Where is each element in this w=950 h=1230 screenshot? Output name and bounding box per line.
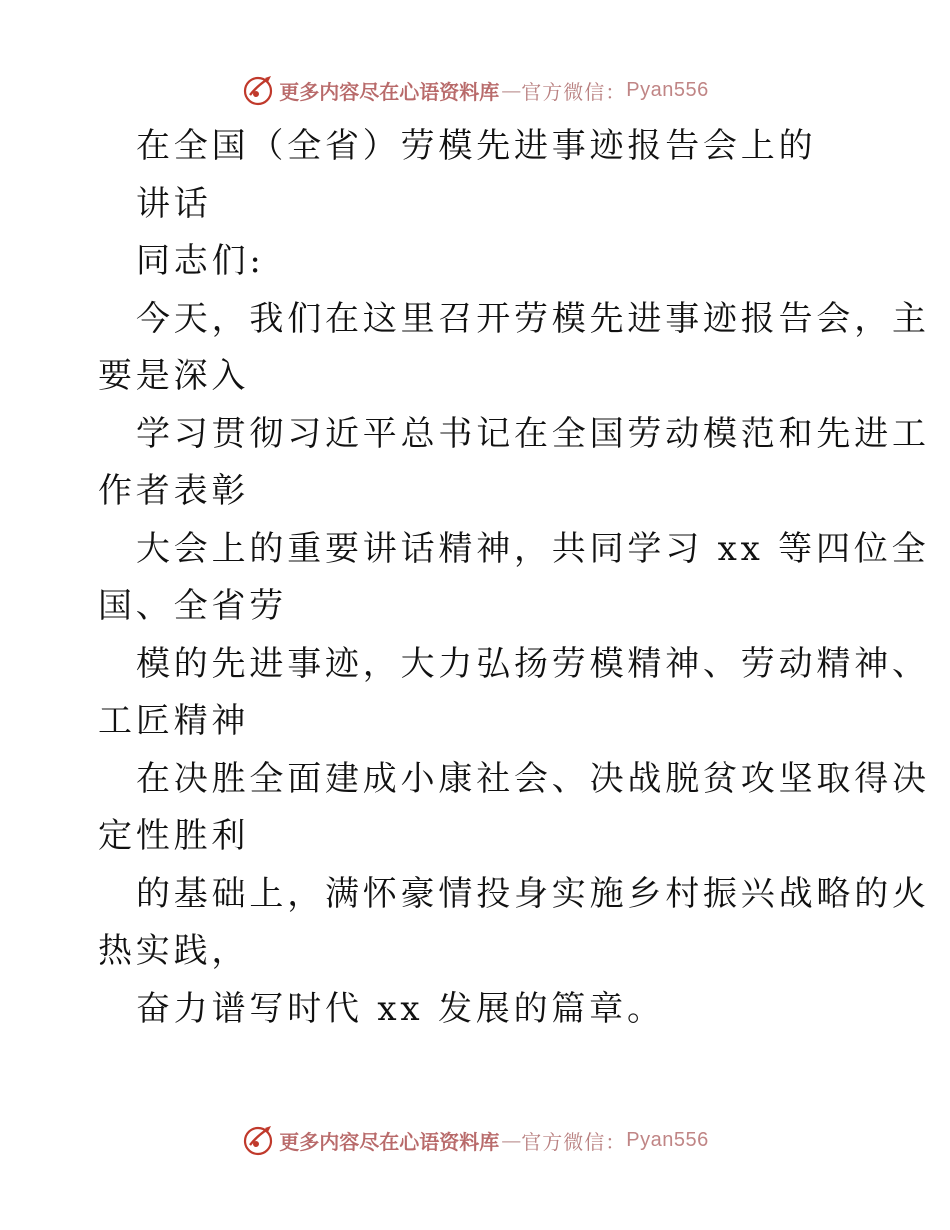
watermark-brand: 更多内容尽在心语资料库 <box>279 79 500 104</box>
pen-logo-icon <box>241 1123 275 1157</box>
doc-paragraph-line: 的基础上，满怀豪情投身实施乡村振兴战略的火 <box>136 873 930 914</box>
doc-paragraph-line: 定性胜利 <box>98 816 250 856</box>
doc-title-line-2: 讲话 <box>136 183 212 224</box>
document-body <box>98 118 930 1038</box>
doc-paragraph-line: 今天，我们在这里召开劳模先进事迹报告会，主 <box>136 298 930 339</box>
watermark-handle: Pyan556 <box>626 78 709 101</box>
watermark-brand: 更多内容尽在心语资料库 <box>279 1129 500 1154</box>
watermark-handle: Pyan556 <box>626 1128 709 1151</box>
doc-paragraph-line: 要是深入 <box>98 356 250 396</box>
doc-title-line-1: 在全国（全省）劳模先进事迹报告会上的 <box>136 126 817 166</box>
doc-paragraph-line: 在决胜全面建成小康社会、决战脱贫攻坚取得决 <box>136 758 930 799</box>
header-watermark <box>0 70 950 110</box>
watermark-label: 官方微信： <box>521 79 627 104</box>
doc-paragraph-line: 奋力谱写时代 xx 发展的篇章。 <box>136 988 665 1029</box>
doc-paragraph-line: 工匠精神 <box>98 701 250 741</box>
doc-paragraph-line: 学习贯彻习近平总书记在全国劳动模范和先进工 <box>136 413 930 454</box>
doc-paragraph-line: 作者表彰 <box>98 471 250 511</box>
doc-paragraph-line: 热实践， <box>98 931 250 971</box>
watermark-dash: — <box>501 1128 520 1152</box>
doc-salutation: 同志们: <box>136 241 265 281</box>
watermark-dash: — <box>501 78 520 102</box>
footer-watermark <box>0 1120 950 1160</box>
doc-paragraph-line: 大会上的重要讲话精神，共同学习 xx 等四位全 <box>136 528 930 569</box>
pen-logo-icon <box>241 73 275 107</box>
doc-paragraph-line: 国、全省劳 <box>98 586 287 626</box>
doc-paragraph-line: 模的先进事迹，大力弘扬劳模精神、劳动精神、 <box>136 643 930 684</box>
watermark-label: 官方微信： <box>521 1129 627 1154</box>
